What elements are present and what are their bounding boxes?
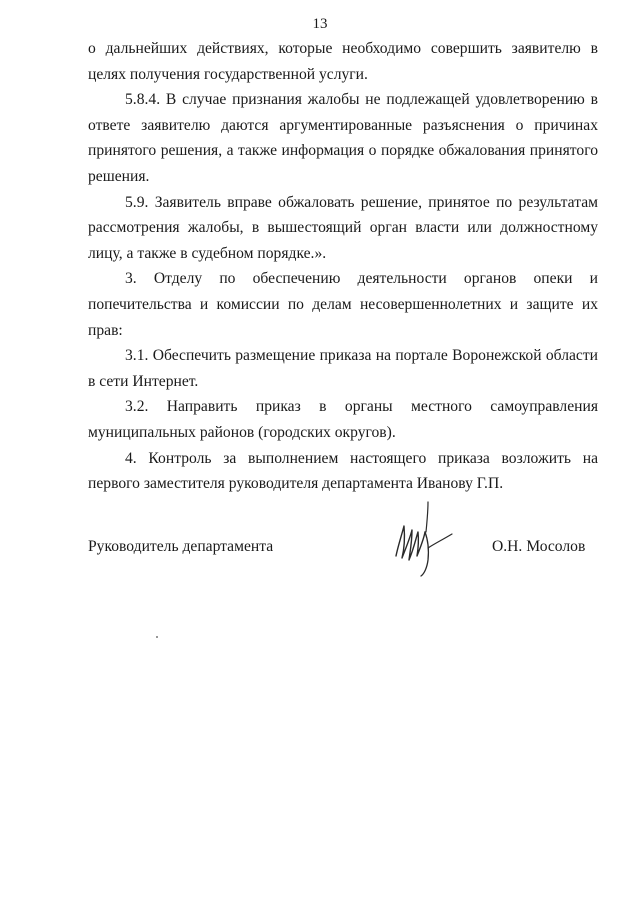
signer-title: Руководитель департамента: [88, 538, 274, 555]
signer-name: О.Н. Мосолов: [492, 538, 586, 555]
paragraph-3-2: 3.2. Направить приказ в органы местного самоуправления муниципальных районов (городских округов).: [88, 398, 598, 441]
paragraph-continuation: о дальнейших действиях, которые необходимо совершить заявителю в целях получения государственной услуги.: [88, 40, 598, 83]
paragraph-4: 4. Контроль за выполнением настоящего приказа возложить на первого заместителя руководителя департамента Иванову Г.П.: [88, 449, 598, 493]
document-body: [88, 36, 598, 497]
paragraph-5-9: 5.9. Заявитель вправе обжаловать решение, принятое по результатам рассмотрения жалобы, в вышестоящий орган власти или должностному лицу, а также в судебном порядке.».: [88, 193, 598, 262]
scan-speck: [156, 636, 158, 638]
handwritten-signature: [388, 498, 458, 578]
signature-block: [88, 538, 598, 568]
paragraph-3-1: 3.1. Обеспечить размещение приказа на портале Воронежской области в сети Интернет.: [88, 347, 598, 390]
paragraph-5-8-4: 5.8.4. В случае признания жалобы не подлежащей удовлетворению в ответе заявителю даются аргументированные разъяснения о причинах принятого решения, а также информация о порядке обжалования принятого решения.: [88, 91, 598, 185]
paragraph-3: 3. Отделу по обеспечению деятельности органов опеки и попечительства и комиссии по делам несовершеннолетних и защите их прав:: [88, 270, 598, 339]
page-number: 13: [312, 16, 328, 32]
